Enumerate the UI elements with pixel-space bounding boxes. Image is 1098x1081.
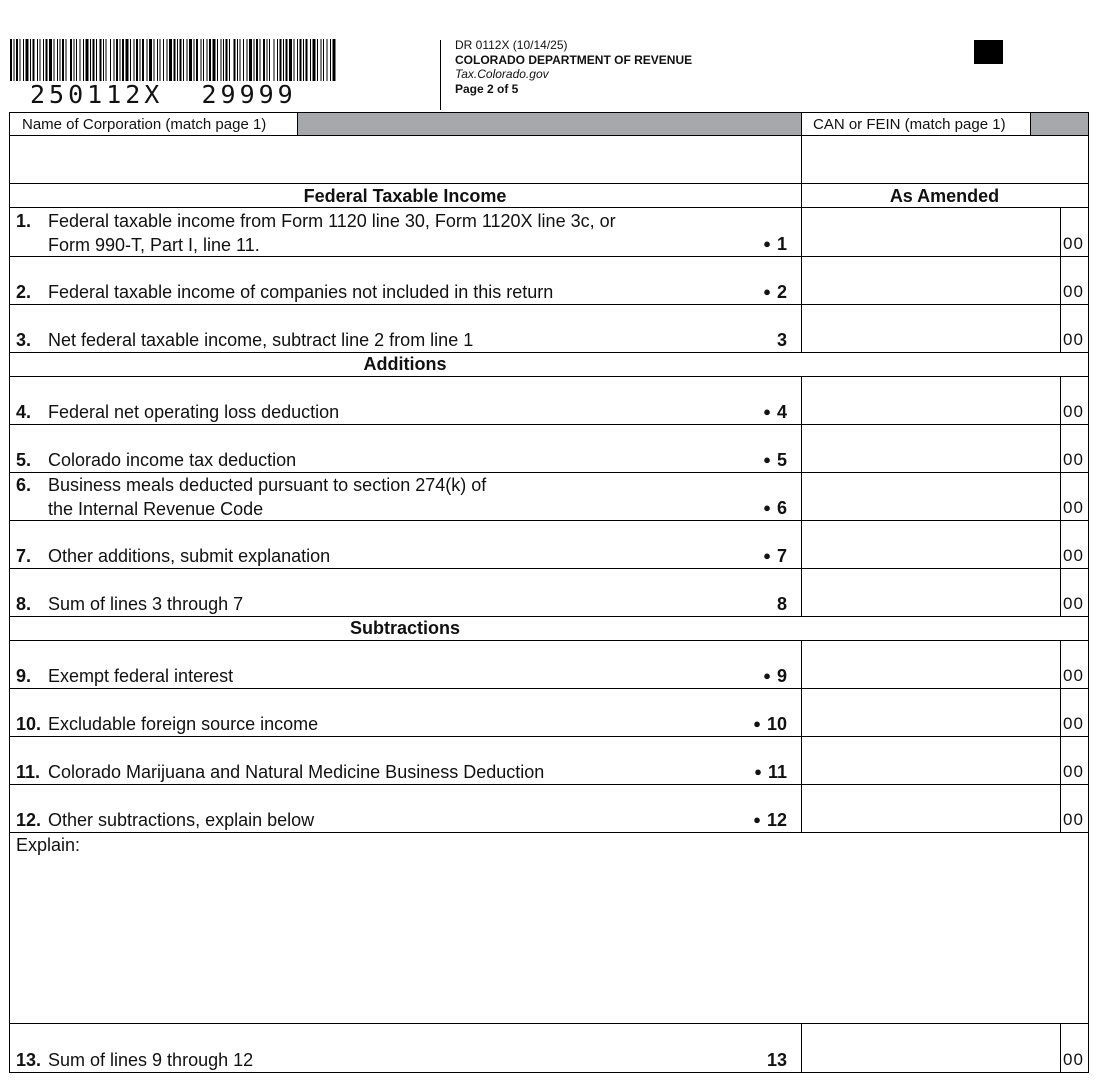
barcode-bar xyxy=(54,39,55,81)
rule xyxy=(9,352,1089,353)
barcode-bar xyxy=(86,39,89,81)
line-6-amount-input[interactable] xyxy=(801,473,1061,520)
required-bullet-icon: ● xyxy=(763,668,771,683)
line-13-description xyxy=(16,1048,253,1072)
line-number: 9 xyxy=(776,666,787,686)
barcode-bar xyxy=(256,39,258,81)
line-number-label: 5. xyxy=(16,450,32,470)
barcode-bar xyxy=(90,39,91,81)
line-text: Colorado income tax deduction xyxy=(48,450,297,470)
line-7-amount-input[interactable] xyxy=(801,521,1061,568)
barcode-bar xyxy=(167,39,168,81)
barcode-bar xyxy=(283,39,284,81)
header-divider xyxy=(440,40,441,110)
cents-label: 00 xyxy=(1063,714,1084,733)
barcode-bar xyxy=(237,39,238,81)
barcode-bar xyxy=(289,39,292,81)
barcode-bar xyxy=(229,39,230,81)
barcode-bar xyxy=(201,39,202,81)
line-number: 1 xyxy=(776,234,787,254)
form-header xyxy=(455,38,692,96)
barcode-bar xyxy=(30,39,31,81)
line-9-number xyxy=(727,665,787,687)
barcode-bar xyxy=(269,39,270,81)
line-number-label: 8. xyxy=(16,594,32,614)
barcode-bar xyxy=(303,39,304,81)
line-number-label: 12. xyxy=(16,810,42,830)
line-text: Federal net operating loss deduction xyxy=(48,402,340,422)
can-label-shading xyxy=(1030,113,1088,135)
barcode-bar xyxy=(249,39,252,81)
line-5-amount-input[interactable] xyxy=(801,425,1061,472)
barcode-bar xyxy=(140,39,141,81)
line-1-description xyxy=(16,209,616,257)
line-13-number xyxy=(727,1049,787,1071)
barcode-bar xyxy=(306,39,308,81)
barcode-bar xyxy=(223,39,224,81)
line-10-amount-input[interactable] xyxy=(801,689,1061,736)
line-5-description xyxy=(16,448,296,472)
barcode-bar xyxy=(226,39,228,81)
line-number: 6 xyxy=(776,498,787,518)
barcode-bar xyxy=(323,39,324,81)
barcode-bar xyxy=(60,39,61,81)
cents-label: 00 xyxy=(1063,666,1084,685)
barcode-bar xyxy=(317,39,318,81)
barcode-bar xyxy=(14,39,15,81)
barcode-bar xyxy=(313,39,316,81)
line-number: 5 xyxy=(776,450,787,470)
barcode-bar xyxy=(310,39,311,81)
line-4-amount-input[interactable] xyxy=(801,377,1061,424)
line-text: Other subtractions, explain below xyxy=(48,810,315,830)
line-9-amount-input[interactable] xyxy=(801,641,1061,688)
barcode-image xyxy=(10,39,336,81)
form-id: DR 0112X (10/14/25) xyxy=(455,38,568,52)
line-8-description xyxy=(16,592,243,616)
barcode-bar xyxy=(169,39,172,81)
line-number: 4 xyxy=(776,402,787,422)
barcode-bar xyxy=(33,39,35,81)
line-text: Federal taxable income of companies not included in this return xyxy=(48,282,554,302)
line-12-description xyxy=(16,808,314,832)
line-number-label: 2. xyxy=(16,282,32,302)
line-13-amount-input[interactable] xyxy=(801,1025,1061,1072)
line-text: Other additions, submit explanation xyxy=(48,546,331,566)
barcode-bar xyxy=(207,39,208,81)
required-bullet-icon: ● xyxy=(763,500,771,515)
barcode-bar xyxy=(333,39,336,81)
barcode-bar xyxy=(221,39,222,81)
line-text-continued: Form 990-T, Part I, line 11. xyxy=(48,235,260,255)
department-name: COLORADO DEPARTMENT OF REVENUE xyxy=(455,52,693,67)
barcode-bar xyxy=(277,39,278,81)
barcode-bar xyxy=(183,39,184,81)
line-6-number xyxy=(727,497,787,519)
barcode-bar xyxy=(126,39,129,81)
line-number-label: 9. xyxy=(16,666,32,686)
barcode-bar xyxy=(174,39,176,81)
barcode-bar xyxy=(286,39,288,81)
line-3-description xyxy=(16,328,473,352)
line-text: Net federal taxable income, subtract line 2 from line 1 xyxy=(48,330,474,350)
barcode-bar xyxy=(187,39,188,81)
line-9-description xyxy=(16,664,233,688)
barcode-bar xyxy=(274,39,275,81)
barcode-bar xyxy=(43,39,44,81)
line-8-number xyxy=(727,593,787,615)
required-bullet-icon: ● xyxy=(754,764,762,779)
barcode-bar xyxy=(203,39,204,81)
line-number: 13 xyxy=(766,1050,787,1070)
line-6-description xyxy=(16,473,486,521)
barcode-bar xyxy=(62,39,64,81)
explain-label: Explain: xyxy=(16,835,81,855)
barcode-bar xyxy=(57,39,58,81)
line-text: Colorado Marijuana and Natural Medicine Business Deduction xyxy=(48,762,545,782)
barcode-bar xyxy=(213,39,216,81)
barcode-bar xyxy=(163,39,164,81)
barcode-bar xyxy=(37,39,38,81)
line-7-number xyxy=(727,545,787,567)
barcode-bar xyxy=(300,39,302,81)
line-number: 12 xyxy=(766,810,787,830)
barcode-bar xyxy=(254,39,255,81)
required-bullet-icon: ● xyxy=(753,716,761,731)
barcode-bar xyxy=(321,39,322,81)
line-number: 8 xyxy=(776,594,787,614)
line-1-number xyxy=(727,233,787,255)
barcode-bar xyxy=(80,39,81,81)
explain-textarea[interactable] xyxy=(10,856,1088,1023)
name-label-shading xyxy=(297,113,801,135)
required-bullet-icon: ● xyxy=(763,548,771,563)
barcode-bar xyxy=(194,39,195,81)
required-bullet-icon: ● xyxy=(763,404,771,419)
section-subtractions-title: Subtractions xyxy=(349,618,460,638)
line-text: Excludable foreign source income xyxy=(48,714,319,734)
cents-label: 00 xyxy=(1063,402,1084,421)
barcode-bar xyxy=(297,39,298,81)
registration-mark xyxy=(974,40,1003,64)
line-10-description xyxy=(16,712,318,736)
line-3-amount-input[interactable] xyxy=(801,305,1061,352)
barcode-bar xyxy=(120,39,121,81)
line-number-label: 11. xyxy=(16,762,41,782)
section-federal-title: Federal Taxable Income xyxy=(303,186,507,206)
barcode-bar xyxy=(260,39,261,81)
barcode-bar xyxy=(247,39,248,81)
rule xyxy=(297,112,298,135)
barcode-bar xyxy=(103,39,104,81)
barcode-bar xyxy=(180,39,182,81)
barcode-bar xyxy=(40,39,41,81)
line-1-amount-input[interactable] xyxy=(801,209,1061,256)
line-11-number xyxy=(727,761,787,783)
line-11-amount-input[interactable] xyxy=(801,737,1061,784)
line-5-number xyxy=(727,449,787,471)
rule xyxy=(9,207,1089,208)
required-bullet-icon: ● xyxy=(763,284,771,299)
barcode-bar xyxy=(327,39,328,81)
barcode-bar xyxy=(46,39,48,81)
section-additions-title: Additions xyxy=(363,354,447,374)
cents-label: 00 xyxy=(1063,330,1084,349)
line-8-amount-input[interactable] xyxy=(801,569,1061,616)
rule xyxy=(9,112,1089,113)
cents-label: 00 xyxy=(1063,810,1084,829)
barcode-bar xyxy=(189,39,192,81)
website-text: Tax.Colorado.gov xyxy=(455,67,549,81)
rule xyxy=(9,183,1089,184)
rule xyxy=(9,832,1089,833)
line-number-label: 4. xyxy=(16,402,32,422)
line-7-description xyxy=(16,544,330,568)
barcode-bar xyxy=(16,39,18,81)
barcode-bar xyxy=(240,39,241,81)
barcode-bar xyxy=(130,39,131,81)
barcode-bar xyxy=(106,39,107,81)
barcode-bar xyxy=(217,39,218,81)
line-text: Business meals deducted pursuant to section 274(k) of xyxy=(48,475,487,495)
barcode-bar xyxy=(93,39,95,81)
barcode-bar xyxy=(209,39,211,81)
barcode-number: 250112X 29999 xyxy=(30,80,297,109)
line-number-label: 13. xyxy=(16,1050,42,1070)
barcode-bar xyxy=(294,39,295,81)
required-bullet-icon: ● xyxy=(763,236,771,251)
rule xyxy=(1030,112,1031,135)
cents-label: 00 xyxy=(1063,234,1084,253)
barcode-bar xyxy=(49,39,52,81)
line-text: Exempt federal interest xyxy=(48,666,234,686)
cents-label: 00 xyxy=(1063,594,1084,613)
barcode-bar xyxy=(267,39,268,81)
line-2-number xyxy=(727,281,787,303)
cents-label: 00 xyxy=(1063,1050,1084,1069)
barcode-bar xyxy=(20,39,21,81)
as-amended-header: As Amended xyxy=(889,186,1000,206)
required-bullet-icon: ● xyxy=(763,452,771,467)
barcode-bar xyxy=(10,39,12,81)
line-3-number xyxy=(727,329,787,351)
barcode-bar xyxy=(76,39,77,81)
barcode-bar xyxy=(160,39,161,81)
cents-label: 00 xyxy=(1063,762,1084,781)
barcode-bar xyxy=(66,39,67,81)
can-fein-label: CAN or FEIN (match page 1) xyxy=(813,116,1006,133)
corporation-name-label: Name of Corporation (match page 1) xyxy=(22,116,267,133)
line-number-label: 1. xyxy=(16,211,32,231)
line-number: 10 xyxy=(766,714,787,734)
line-number: 7 xyxy=(776,546,787,566)
barcode-bar xyxy=(142,39,144,81)
can-fein-field[interactable] xyxy=(802,136,1088,183)
barcode-bar xyxy=(116,39,118,81)
line-text: Federal taxable income from Form 1120 line 30, Form 1120X line 3c, or xyxy=(48,211,616,231)
barcode-bar xyxy=(196,39,198,81)
barcode-bar xyxy=(114,39,115,81)
line-2-amount-input[interactable] xyxy=(801,257,1061,304)
cents-label: 00 xyxy=(1063,546,1084,565)
rule xyxy=(9,1072,1089,1073)
barcode-bar xyxy=(100,39,102,81)
barcode-bar xyxy=(157,39,158,81)
barcode-bar xyxy=(243,39,244,81)
line-number: 11 xyxy=(767,762,787,782)
line-text-continued: the Internal Revenue Code xyxy=(48,499,264,519)
barcode-bar xyxy=(23,39,24,81)
line-number-label: 7. xyxy=(16,546,32,566)
cents-label: 00 xyxy=(1063,450,1084,469)
barcode-bar xyxy=(263,39,265,81)
line-number-label: 10. xyxy=(16,714,42,734)
barcode-bar xyxy=(147,39,148,81)
line-number: 2 xyxy=(776,282,787,302)
line-12-number xyxy=(727,809,787,831)
line-4-description xyxy=(16,400,339,424)
cents-label: 00 xyxy=(1063,498,1084,517)
line-12-amount-input[interactable] xyxy=(801,785,1061,832)
line-number: 3 xyxy=(776,330,787,350)
barcode-bar xyxy=(234,39,236,81)
line-11-description xyxy=(16,760,544,784)
barcode-bar xyxy=(122,39,124,81)
line-text: Sum of lines 3 through 7 xyxy=(48,594,244,614)
barcode-bar xyxy=(83,39,84,81)
line-number-label: 3. xyxy=(16,330,32,350)
cents-label: 00 xyxy=(1063,282,1084,301)
line-number-label: 6. xyxy=(16,475,32,495)
barcode-bar xyxy=(96,39,97,81)
barcode-bar xyxy=(149,39,152,81)
rule xyxy=(9,616,1089,617)
barcode-bar xyxy=(26,39,29,81)
line-text: Sum of lines 9 through 12 xyxy=(48,1050,254,1070)
barcode-bar xyxy=(74,39,75,81)
line-4-number xyxy=(727,401,787,423)
barcode-bar xyxy=(136,39,138,81)
barcode-bar xyxy=(330,39,331,81)
rule xyxy=(9,1023,1089,1024)
barcode-bar xyxy=(154,39,155,81)
required-bullet-icon: ● xyxy=(753,812,761,827)
corporation-name-field[interactable] xyxy=(10,136,800,183)
barcode-bar xyxy=(177,39,178,81)
barcode-bar xyxy=(280,39,282,81)
page-indicator: Page 2 of 5 xyxy=(455,81,519,96)
barcode-bar xyxy=(134,39,135,81)
line-2-description xyxy=(16,280,553,304)
line-10-number xyxy=(727,713,787,735)
barcode-bar xyxy=(110,39,111,81)
barcode-bar xyxy=(70,39,72,81)
